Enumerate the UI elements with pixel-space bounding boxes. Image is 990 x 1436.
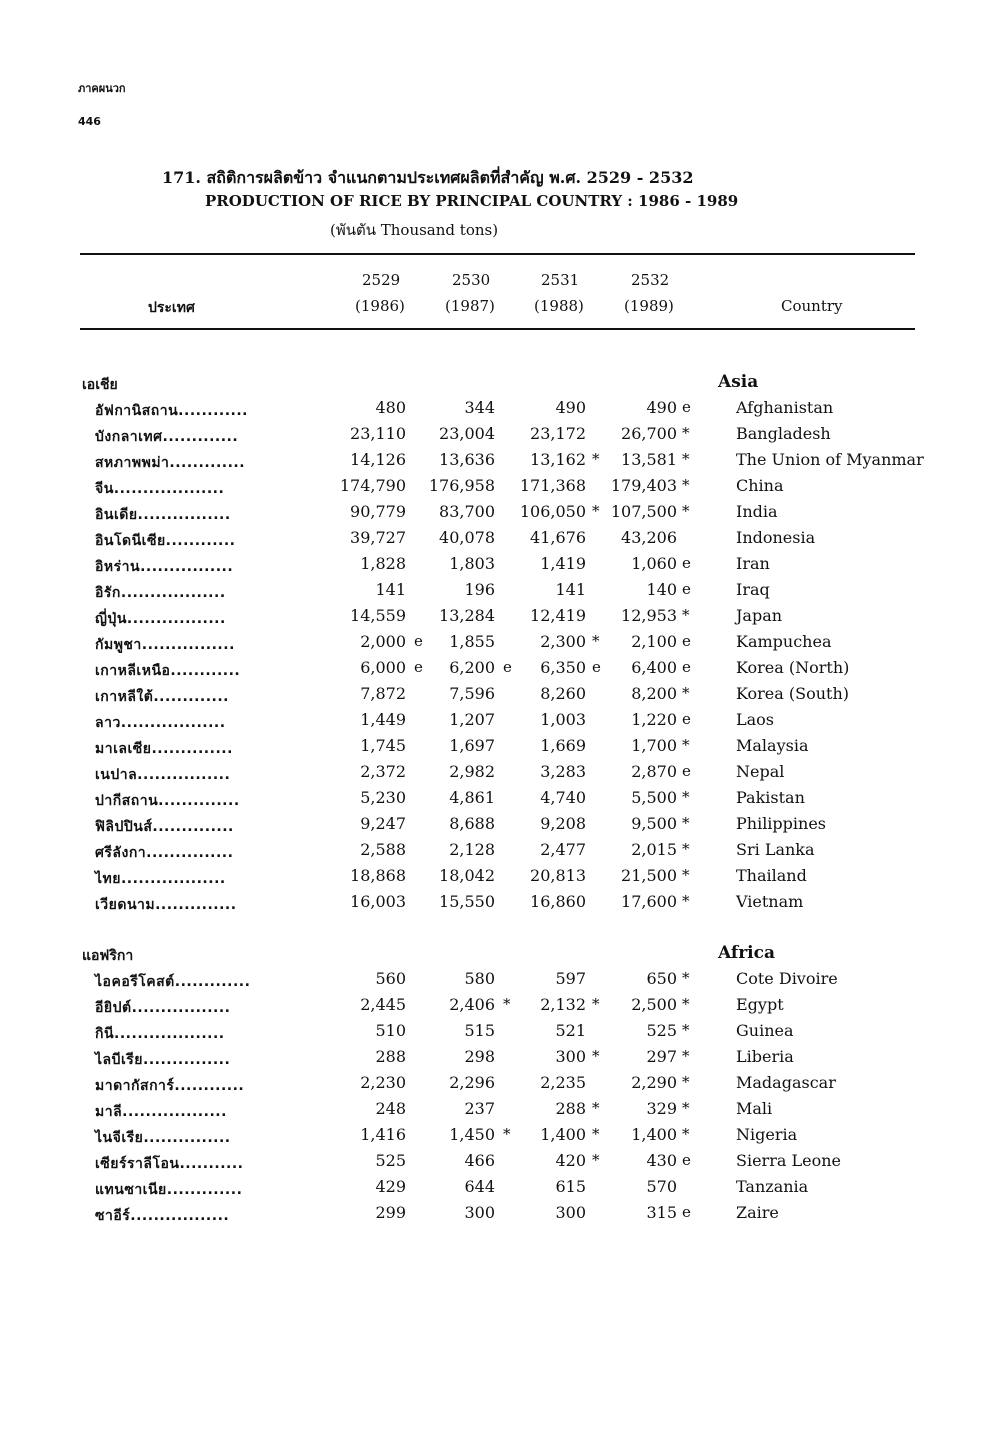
value-cell: 141	[375, 580, 406, 599]
country-name-english: Japan	[736, 606, 783, 625]
country-name-english: Korea (South)	[736, 684, 850, 703]
table-row	[0, 632, 990, 658]
value-cell: 237	[464, 1099, 495, 1118]
value-cell: 5,500	[631, 788, 677, 807]
country-name-english: Iraq	[736, 580, 770, 599]
value-cell: 1,449	[360, 710, 406, 729]
value-cell: 23,004	[439, 424, 495, 443]
value-cell: 2,000	[360, 632, 406, 651]
value-flag: *	[503, 1125, 511, 1143]
country-name-thai: บังกลาเทศ.............	[95, 429, 239, 445]
table-row	[0, 710, 990, 736]
country-name-english: Philippines	[736, 814, 827, 833]
table-title-english: PRODUCTION OF RICE BY PRINCIPAL COUNTRY : 1986 - 1989	[205, 192, 739, 210]
table-row	[0, 1151, 990, 1177]
country-name-thai: ไนจีเรีย...............	[95, 1130, 231, 1146]
value-cell: 1,745	[360, 736, 406, 755]
country-name-thai: ไทย..................	[95, 871, 226, 887]
value-cell: 12,953	[621, 606, 677, 625]
country-name-thai: เนปาล................	[95, 767, 231, 783]
page-number: 446	[78, 115, 101, 128]
table-top-rule	[80, 253, 915, 255]
value-flag: *	[592, 1047, 600, 1065]
table-row	[0, 969, 990, 995]
value-flag: *	[592, 1151, 600, 1169]
region-label-english: Asia	[718, 372, 759, 392]
country-name-thai: มาเลเซีย..............	[95, 741, 233, 757]
value-cell: 4,861	[449, 788, 495, 807]
table-row	[0, 1021, 990, 1047]
country-name-english: China	[736, 476, 784, 495]
value-cell: 1,207	[449, 710, 495, 729]
country-name-english: Laos	[736, 710, 775, 729]
value-cell: 12,419	[530, 606, 586, 625]
country-name-english: India	[736, 502, 778, 521]
value-cell: 615	[555, 1177, 586, 1196]
country-name-english: Thailand	[736, 866, 807, 885]
value-cell: 2,296	[449, 1073, 495, 1092]
value-cell: 176,958	[428, 476, 495, 495]
value-flag: e	[682, 1151, 691, 1169]
country-name-english: Nepal	[736, 762, 785, 781]
value-cell: 26,700	[621, 424, 677, 443]
value-flag: e	[592, 658, 601, 676]
value-flag: *	[682, 1099, 690, 1117]
value-cell: 521	[555, 1021, 586, 1040]
value-cell: 2,128	[449, 840, 495, 859]
value-cell: 466	[464, 1151, 495, 1170]
value-cell: 9,208	[540, 814, 586, 833]
value-cell: 6,000	[360, 658, 406, 677]
value-flag: *	[682, 450, 690, 468]
value-cell: 1,003	[540, 710, 586, 729]
table-row	[0, 1177, 990, 1203]
value-cell: 315	[646, 1203, 677, 1222]
value-flag: *	[592, 502, 600, 520]
column-header-year-be-3: 2531	[541, 271, 580, 289]
country-name-english: Kampuchea	[736, 632, 832, 651]
country-name-thai: เกาหลีเหนือ............	[95, 663, 241, 679]
country-name-english: Egypt	[736, 995, 784, 1014]
value-cell: 18,868	[350, 866, 406, 885]
value-flag: *	[682, 866, 690, 884]
value-cell: 560	[375, 969, 406, 988]
value-cell: 2,290	[631, 1073, 677, 1092]
value-cell: 13,284	[439, 606, 495, 625]
country-name-english: Zaire	[736, 1203, 779, 1222]
country-name-thai: ไอคอรีโคสต์.............	[95, 974, 251, 990]
value-cell: 6,350	[540, 658, 586, 677]
value-flag: *	[682, 736, 690, 754]
value-cell: 1,060	[631, 554, 677, 573]
country-name-english: Sri Lanka	[736, 840, 815, 859]
table-row	[0, 476, 990, 502]
value-cell: 429	[375, 1177, 406, 1196]
value-cell: 515	[464, 1021, 495, 1040]
country-name-english: Vietnam	[736, 892, 804, 911]
value-cell: 6,400	[631, 658, 677, 677]
country-name-english: Sierra Leone	[736, 1151, 841, 1170]
value-cell: 20,813	[530, 866, 586, 885]
country-name-english: The Union of Myanmar	[736, 450, 924, 469]
table-row	[0, 684, 990, 710]
value-cell: 1,700	[631, 736, 677, 755]
table-row	[0, 814, 990, 840]
table-row	[0, 1047, 990, 1073]
value-cell: 525	[646, 1021, 677, 1040]
value-cell: 13,636	[439, 450, 495, 469]
country-name-thai: ไลบีเรีย...............	[95, 1052, 231, 1068]
value-cell: 23,172	[530, 424, 586, 443]
value-cell: 8,260	[540, 684, 586, 703]
country-name-thai: มาลี..................	[95, 1104, 227, 1120]
value-cell: 490	[555, 398, 586, 417]
page-section-label: ภาคผนวก	[78, 82, 126, 95]
value-cell: 1,855	[449, 632, 495, 651]
value-cell: 13,162	[530, 450, 586, 469]
value-cell: 40,078	[439, 528, 495, 547]
value-flag: e	[682, 658, 691, 676]
value-cell: 1,828	[360, 554, 406, 573]
value-flag: e	[414, 632, 423, 650]
value-cell: 8,200	[631, 684, 677, 703]
country-name-english: Afghanistan	[736, 398, 834, 417]
value-flag: e	[682, 1203, 691, 1221]
value-cell: 9,247	[360, 814, 406, 833]
column-header-year-ad-4: (1989)	[624, 297, 674, 315]
country-name-english: Liberia	[736, 1047, 794, 1066]
value-flag: e	[503, 658, 512, 676]
value-cell: 3,283	[540, 762, 586, 781]
value-flag: *	[592, 632, 600, 650]
value-flag: *	[682, 1073, 690, 1091]
table-row	[0, 1099, 990, 1125]
value-cell: 4,740	[540, 788, 586, 807]
value-cell: 480	[375, 398, 406, 417]
value-flag: *	[682, 1021, 690, 1039]
table-unit-label: (พันตัน Thousand tons)	[330, 221, 499, 239]
column-header-year-be-4: 2532	[631, 271, 670, 289]
table-row	[0, 528, 990, 554]
value-cell: 570	[646, 1177, 677, 1196]
table-row	[0, 554, 990, 580]
table-header-rule	[80, 328, 915, 330]
country-name-thai: เกาหลีใต้.............	[95, 689, 229, 705]
value-flag: *	[592, 450, 600, 468]
country-name-english: Korea (North)	[736, 658, 850, 677]
country-name-thai: สหภาพพม่า.............	[95, 455, 246, 471]
country-name-english: Tanzania	[736, 1177, 809, 1196]
value-cell: 597	[555, 969, 586, 988]
value-cell: 106,050	[519, 502, 586, 521]
value-cell: 510	[375, 1021, 406, 1040]
value-flag: e	[682, 580, 691, 598]
value-cell: 300	[555, 1047, 586, 1066]
value-flag: e	[414, 658, 423, 676]
country-name-english: Madagascar	[736, 1073, 836, 1092]
value-flag: *	[682, 788, 690, 806]
value-cell: 2,015	[631, 840, 677, 859]
table-row	[0, 1203, 990, 1229]
value-cell: 9,500	[631, 814, 677, 833]
value-cell: 2,588	[360, 840, 406, 859]
table-row	[0, 1073, 990, 1099]
value-cell: 18,042	[439, 866, 495, 885]
value-cell: 23,110	[350, 424, 406, 443]
value-cell: 248	[375, 1099, 406, 1118]
value-cell: 2,500	[631, 995, 677, 1014]
value-cell: 5,230	[360, 788, 406, 807]
country-name-thai: จีน...................	[95, 481, 225, 497]
country-name-thai: ญี่ปุ่น.................	[95, 611, 226, 627]
country-name-thai: อิหร่าน................	[95, 559, 234, 575]
value-cell: 300	[464, 1203, 495, 1222]
value-cell: 344	[464, 398, 495, 417]
value-flag: e	[682, 632, 691, 650]
table-row	[0, 788, 990, 814]
value-flag: *	[592, 995, 600, 1013]
value-cell: 329	[646, 1099, 677, 1118]
value-flag: *	[592, 1099, 600, 1117]
value-flag: e	[682, 554, 691, 572]
column-header-year-be-1: 2529	[362, 271, 401, 289]
value-flag: e	[682, 762, 691, 780]
value-flag: *	[592, 1125, 600, 1143]
value-cell: 179,403	[610, 476, 677, 495]
country-name-thai: ปากีสถาน..............	[95, 793, 240, 809]
country-name-english: Malaysia	[736, 736, 809, 755]
table-row	[0, 424, 990, 450]
value-cell: 288	[375, 1047, 406, 1066]
value-cell: 43,206	[621, 528, 677, 547]
country-name-thai: อียิปต์.................	[95, 1000, 231, 1016]
value-cell: 1,400	[631, 1125, 677, 1144]
value-cell: 2,477	[540, 840, 586, 859]
country-name-thai: เวียดนาม..............	[95, 897, 237, 913]
country-name-thai: กัมพูชา................	[95, 637, 235, 653]
value-cell: 1,450	[449, 1125, 495, 1144]
table-row	[0, 1125, 990, 1151]
value-cell: 644	[464, 1177, 495, 1196]
country-name-thai: ลาว..................	[95, 715, 226, 731]
country-name-english: Nigeria	[736, 1125, 798, 1144]
table-title-thai: 171. สถิติการผลิตข้าว จำแนกตามประเทศผลิตที่สำคัญ พ.ศ. 2529 - 2532	[162, 168, 694, 187]
country-name-thai: เซียร์ราลีโอน...........	[95, 1156, 244, 1172]
value-cell: 2,300	[540, 632, 586, 651]
value-cell: 1,400	[540, 1125, 586, 1144]
country-name-thai: ซาอีร์.................	[95, 1208, 230, 1224]
value-flag: *	[682, 969, 690, 987]
value-cell: 2,372	[360, 762, 406, 781]
country-name-thai: อินเดีย................	[95, 507, 231, 523]
value-cell: 525	[375, 1151, 406, 1170]
value-flag: *	[682, 606, 690, 624]
country-name-thai: อัฟกานิสถาน............	[95, 403, 249, 419]
value-cell: 2,406	[449, 995, 495, 1014]
value-cell: 41,676	[530, 528, 586, 547]
value-cell: 1,669	[540, 736, 586, 755]
value-cell: 420	[555, 1151, 586, 1170]
country-name-thai: มาดากัสการ์............	[95, 1078, 245, 1094]
column-header-year-ad-2: (1987)	[445, 297, 495, 315]
value-cell: 2,445	[360, 995, 406, 1014]
value-cell: 107,500	[610, 502, 677, 521]
table-row	[0, 995, 990, 1021]
country-name-thai: อินโดนีเซีย............	[95, 533, 236, 549]
value-flag: *	[682, 892, 690, 910]
value-cell: 171,368	[519, 476, 586, 495]
table-row	[0, 892, 990, 918]
value-cell: 7,872	[360, 684, 406, 703]
value-flag: *	[682, 684, 690, 702]
country-name-thai: แทนซาเนีย.............	[95, 1182, 243, 1198]
value-cell: 2,870	[631, 762, 677, 781]
country-name-english: Indonesia	[736, 528, 816, 547]
value-flag: *	[682, 424, 690, 442]
value-cell: 174,790	[339, 476, 406, 495]
column-header-year-ad-3: (1988)	[534, 297, 584, 315]
value-flag: *	[682, 1047, 690, 1065]
country-name-thai: ฟิลิปปินส์..............	[95, 819, 234, 835]
region-label-thai: แอฟริกา	[82, 948, 134, 964]
value-cell: 7,596	[449, 684, 495, 703]
value-cell: 1,416	[360, 1125, 406, 1144]
value-cell: 580	[464, 969, 495, 988]
table-row	[0, 580, 990, 606]
value-cell: 1,697	[449, 736, 495, 755]
value-cell: 141	[555, 580, 586, 599]
value-cell: 21,500	[621, 866, 677, 885]
value-cell: 300	[555, 1203, 586, 1222]
table-row	[0, 450, 990, 476]
value-cell: 2,982	[449, 762, 495, 781]
value-cell: 297	[646, 1047, 677, 1066]
value-flag: *	[682, 814, 690, 832]
value-cell: 196	[464, 580, 495, 599]
country-name-english: Guinea	[736, 1021, 794, 1040]
value-cell: 298	[464, 1047, 495, 1066]
value-cell: 8,688	[449, 814, 495, 833]
value-cell: 2,230	[360, 1073, 406, 1092]
table-row	[0, 658, 990, 684]
value-cell: 430	[646, 1151, 677, 1170]
value-cell: 83,700	[439, 502, 495, 521]
country-name-english: Iran	[736, 554, 770, 573]
value-cell: 14,126	[350, 450, 406, 469]
country-name-english: Mali	[736, 1099, 773, 1118]
value-cell: 288	[555, 1099, 586, 1118]
country-name-thai: ศรีลังกา...............	[95, 845, 234, 861]
value-cell: 16,860	[530, 892, 586, 911]
table-row	[0, 762, 990, 788]
value-cell: 2,100	[631, 632, 677, 651]
table-row	[0, 502, 990, 528]
country-name-english: Cote Divoire	[736, 969, 838, 988]
table-row	[0, 398, 990, 424]
country-name-thai: กินี...................	[95, 1026, 225, 1042]
value-cell: 13,581	[621, 450, 677, 469]
table-row	[0, 866, 990, 892]
table-row	[0, 840, 990, 866]
value-cell: 490	[646, 398, 677, 417]
value-cell: 16,003	[350, 892, 406, 911]
value-cell: 14,559	[350, 606, 406, 625]
value-cell: 2,235	[540, 1073, 586, 1092]
value-flag: *	[682, 995, 690, 1013]
value-flag: *	[682, 1125, 690, 1143]
region-label-thai: เอเชีย	[82, 377, 118, 393]
value-cell: 2,132	[540, 995, 586, 1014]
value-cell: 1,803	[449, 554, 495, 573]
country-name-thai: อิรัก..................	[95, 585, 226, 601]
value-cell: 90,779	[350, 502, 406, 521]
region-label-english: Africa	[718, 943, 775, 963]
country-name-english: Bangladesh	[736, 424, 831, 443]
value-flag: e	[682, 398, 691, 416]
value-flag: *	[682, 502, 690, 520]
table-row	[0, 736, 990, 762]
value-cell: 15,550	[439, 892, 495, 911]
value-cell: 6,200	[449, 658, 495, 677]
value-flag: *	[682, 476, 690, 494]
value-cell: 650	[646, 969, 677, 988]
value-cell: 39,727	[350, 528, 406, 547]
value-cell: 140	[646, 580, 677, 599]
value-cell: 1,419	[540, 554, 586, 573]
country-name-english: Pakistan	[736, 788, 805, 807]
column-header-year-ad-1: (1986)	[355, 297, 405, 315]
value-cell: 17,600	[621, 892, 677, 911]
value-flag: *	[682, 840, 690, 858]
column-header-country: Country	[781, 297, 843, 315]
table-row	[0, 606, 990, 632]
value-flag: *	[503, 995, 511, 1013]
value-cell: 299	[375, 1203, 406, 1222]
value-cell: 1,220	[631, 710, 677, 729]
column-header-year-be-2: 2530	[452, 271, 491, 289]
column-header-thai-country: ประเทศ	[148, 300, 195, 316]
value-flag: e	[682, 710, 691, 728]
